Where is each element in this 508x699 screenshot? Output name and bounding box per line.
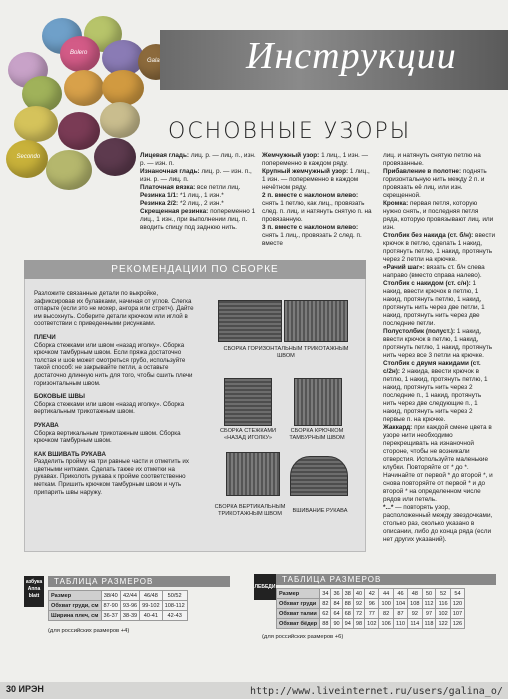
section-title: РУКАВА — [34, 421, 59, 429]
section-text: Разделить пройму на три равные части и отметить их цветными нитками. Сделать также их отметки на рукавах. Приколоть рукава к пройме соответственно меткам. Пришить крючком тамбурным швом и чуть припарить швы наружу. — [34, 458, 189, 496]
illustration-caption: СБОРКА КРЮЧКОМ ТАМБУРНЫМ ШВОМ — [289, 428, 345, 441]
patterns-column-3 — [383, 152, 495, 544]
illustration-caption: СБОРКА ГОРИЗОНТАЛЬНЫМ ТРИКОТАЖНЫМ ШВОМ — [223, 346, 349, 359]
section-text: Сборка вертикальным трикотажным швом. Сборка крючком тамбурным швом. — [34, 429, 181, 445]
section-text: Сборка стежками или швом «назад иголку». Сборка вертикальным трикотажным швом. — [34, 400, 185, 416]
pattern-item: Лицевая гладь: лиц. р. — лиц. п., изн. р. — изн. п. — [140, 152, 256, 167]
seam-illustration — [226, 452, 280, 496]
pattern-item: Платочная вязка: все петли лиц. — [140, 184, 241, 191]
pattern-item: Кромка: первая петля, которую нужно снять, и последняя петля ряда, которую провязывают лиц. или изн. — [383, 200, 494, 231]
patterns-column-2 — [262, 152, 374, 248]
pattern-item: *...* — повторять узор, расположенный между звездочками, столько раз, сколько указано в описании, либо до конца ряда (если нет других указаний). — [383, 504, 493, 543]
page-number: 30 ИРЭН — [6, 684, 44, 694]
table-row: Обхват талии 62 64 68 72 77 82 87 92 97 102 107 — [277, 609, 465, 619]
table-heading: ТАБЛИЦА РАЗМЕРОВ — [48, 576, 230, 587]
table-row: Размер 38/40 42/44 46/48 50/52 — [49, 591, 188, 601]
table-row: Обхват груди, см 87-90 93-96 99-102 108-112 — [49, 601, 188, 611]
pattern-item: Резинка 1/1: *1 лиц., 1 изн.* — [140, 192, 224, 199]
yarn-label: Gala — [147, 57, 160, 64]
pattern-item: «Рачий шаг»: вязать ст. б/н слева направо (вместо справа налево). — [383, 264, 485, 279]
size-table — [48, 590, 188, 621]
seam-illustration — [294, 378, 342, 426]
table-row: Размер 34 36 38 40 42 44 46 48 50 52 54 — [277, 589, 465, 599]
pattern-item: Изнаночная гладь: лиц. р. — изн. п., изн. р. — лиц. п. — [140, 168, 252, 183]
table-row: Обхват бёдер 88 90 94 98 102 106 110 114 118 122 126 — [277, 619, 465, 629]
pattern-item: Столбик с накидом (ст. с/н): 1 накид, ввести крючок в петлю, 1 накид, протянуть петлю, 1 накид, протянуть нить через две петли, 1 накид, протянуть нить через две последние петли. — [383, 280, 485, 327]
size-table — [276, 588, 465, 629]
seam-illustration — [224, 378, 272, 426]
section-title: БОКОВЫЕ ШВЫ — [34, 393, 85, 401]
recommendations-intro: Разложите связанные детали по выкройке, зафиксировав их булавками, начиная от углов. Слегка отпарьте (если это не мохер, ангора или стретч). Дайте им высохнуть. Соберите детали крючком или иглой в соответствии с приведенными рисунками. — [34, 290, 194, 328]
pattern-item: Резинка 2/2: *2 лиц., 2 изн.* — [140, 200, 224, 207]
table-note: (для российских размеров +6) — [262, 634, 344, 640]
pattern-item: 2 п. вместе с наклоном влево: снять 1 петлю, как лиц., провязать след. п. лиц. и натянуть снятую п. на провязанную. — [262, 192, 372, 223]
recommendations-heading: РЕКОМЕНДАЦИИ ПО СБОРКЕ — [24, 260, 366, 279]
yarn-label: Secondo — [16, 154, 41, 161]
section-text: Сборка стежками или швом «назад иголку». Сборка крючком тамбурным швом. Если пряжа достаточно толстая и шов может смотреться грубо, используйте такой способ: не закрывайте петли, а оставьте достаточно длинную нить для того, чтобы сшить плечи горизонтальным швом. — [34, 341, 193, 387]
source-url[interactable]: http://www.liveinternet.ru/users/galina_o/ — [250, 686, 503, 697]
table-row: Обхват груди 82 84 88 92 96 100 104 108 112 116 120 — [277, 599, 465, 609]
patterns-column-1 — [140, 152, 256, 232]
table-row: Ширина плеч, см 36-37 38-39 40-41 42-43 — [49, 611, 188, 621]
pattern-item: Крупный жемчужный узор: 1 лиц., 1 изн. — попеременно в каждом нечётном ряду. — [262, 168, 370, 191]
pattern-item: Столбик с двумя накидами (ст. с/2н): 2 накида, ввести крючок в петлю, 1 накид, протянуть петлю, 1 накид, протянуть нить через 2 последние п., 1 накид, протянуть нить через две следующие п., 1 накид, протянуть нить через 2 первые п. на крючке. — [383, 360, 488, 423]
pattern-item: Жемчужный узор: 1 лиц., 1 изн. — попеременно в каждом ряду. — [262, 152, 368, 167]
yarn-label: Bolero — [70, 49, 88, 56]
illustration-caption: ВШИВАНИЕ РУКАВА — [292, 508, 348, 514]
brand-logo: азбука Anna blatt — [24, 576, 44, 607]
seam-illustration — [290, 456, 348, 496]
table-heading: ТАБЛИЦА РАЗМЕРОВ — [276, 574, 496, 585]
pattern-item: Скрещенная резинка: попеременно 1 лиц., 1 изн., при выполнении лиц. п. вводить спицу под заднюю нить. — [140, 208, 256, 231]
seam-illustration — [218, 300, 282, 342]
section-title: КАК ВШИВАТЬ РУКАВА — [34, 450, 106, 458]
recommendations-text — [34, 290, 194, 496]
illustration-caption: СБОРКА ВЕРТИКАЛЬНЫМ ТРИКОТАЖНЫМ ШВОМ — [214, 504, 286, 517]
pattern-item: Столбик без накида (ст. б/н): ввести крючок в петлю, сделать 1 накид, протянуть петлю, 1 накид, протянуть через 2 петли на крючке. — [383, 232, 496, 263]
section-subtitle: ОСНОВНЫЕ УЗОРЫ — [168, 119, 412, 144]
pattern-item: Прибавление в полотне: поднять горизонтальную нить между 2 п. и провязать её лиц. или изн. скрещенной. — [383, 168, 487, 199]
section-title: ПЛЕЧИ — [34, 333, 56, 341]
pattern-item: Полустолбик (полуст.): 1 накид, ввести крючок в петлю, 1 накид, протянуть петлю, 1 накид, протянуть нить через все 3 петли на крючке. — [383, 328, 493, 359]
seam-illustration — [284, 300, 348, 342]
illustration-caption: СБОРКА СТЕЖКАМИ «НАЗАД ИГОЛКУ» — [219, 428, 277, 441]
brand-logo: ЛЕБЕДИ — [254, 574, 276, 600]
pattern-item: лиц. и натянуть снятую петлю на провязанные. — [383, 152, 481, 167]
page-title: Инструкции — [246, 35, 457, 77]
pattern-item: 3 п. вместе с наклоном влево: снять 1 лиц., провязать 2 след. п. вместе — [262, 224, 362, 247]
table-note: (для российских размеров +4) — [48, 628, 130, 634]
pattern-item: Жаккард: при каждой смене цвета в узоре нити необходимо перекрещивать на изнаночной стороне, чтобы не возникали отверстия. Используйте маленькие клубки. Повторяйте от * до *. Начинайте от первой * до второй *, и снова повторяйте от первой * и до второй * на определенном числе рядов или петель. — [383, 424, 493, 503]
